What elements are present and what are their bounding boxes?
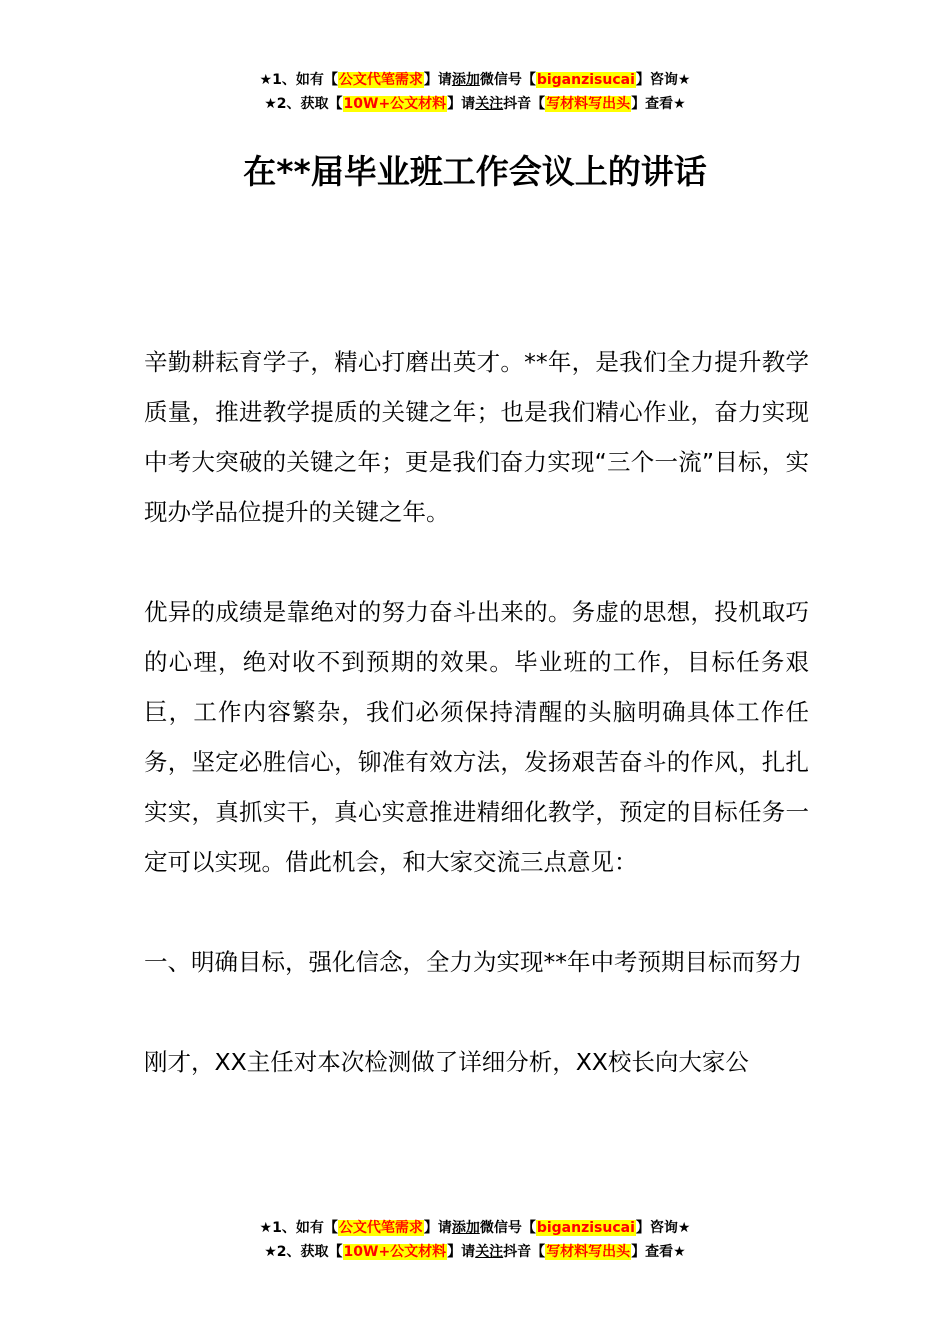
highlight-douyin-id: 写材料写出头 [546, 1244, 631, 1260]
banner-text: 】请 [447, 96, 476, 112]
banner-text: 】查看★ [631, 96, 686, 112]
highlight-service: 公文代笔需求 [338, 1220, 423, 1236]
banner-text: 】请 [423, 1220, 452, 1236]
paragraph-1: 辛勤耕耘育学子，精心打磨出英才。**年，是我们全力提升教学质量，推进教学提质的关键之年；也是我们精心作业，奋力实现中考大突破的关键之年；更是我们奋力实现“三个一流”目标，实现办学品位提升的关键之年。 [144, 348, 809, 526]
paragraph-2: 优异的成绩是靠绝对的努力奋斗出来的。务虚的思想，投机取巧的心理，绝对收不到预期的效果。毕业班的工作，目标任务艰巨，工作内容繁杂，我们必须保持清醒的头脑明确具体工作任务，坚定必胜信心，铆准有效方法，发扬艰苦奋斗的作风，扎扎实实，真抓实干，真心实意推进精细化教学，预定的目标任务一定可以实现。借此机会，和大家交流三点意见： [144, 598, 809, 876]
section-heading-1: 一、明确目标，强化信念，全力为实现**年中考预期目标而努力 [144, 948, 802, 976]
highlight-materials: 10W+公文材料 [343, 96, 447, 112]
banner-line-2 [0, 92, 950, 116]
banner-text: ★1、如有【 [259, 1220, 338, 1236]
underlined-text: 关注 [475, 1244, 504, 1260]
highlight-douyin-id: 写材料写出头 [546, 96, 631, 112]
underlined-text: 添加 [451, 1220, 480, 1236]
highlight-wechat-id: biganzisucai [536, 72, 635, 88]
banner-text: ★1、如有【 [259, 72, 338, 88]
banner-line-2 [0, 1240, 950, 1264]
banner-text: 】咨询★ [635, 1220, 691, 1236]
banner-text: 微信号【 [479, 1220, 536, 1236]
banner-text: 】查看★ [631, 1244, 686, 1260]
underlined-text: 添加 [451, 72, 480, 88]
document-title: 在**届毕业班工作会议上的讲话 [243, 152, 707, 191]
banner-line-1 [0, 1216, 950, 1240]
banner-text: 】咨询★ [635, 72, 691, 88]
highlight-materials: 10W+公文材料 [343, 1244, 447, 1260]
paragraph-3: 刚才，XX主任对本次检测做了详细分析，XX校长向大家公 [144, 1048, 749, 1076]
footer-banner [0, 1216, 950, 1264]
banner-text: ★2、获取【 [264, 1244, 343, 1260]
banner-text: 抖音【 [503, 96, 546, 112]
banner-text: ★2、获取【 [264, 96, 343, 112]
banner-text: 抖音【 [503, 1244, 546, 1260]
highlight-wechat-id: biganzisucai [536, 1220, 635, 1236]
header-banner [0, 68, 950, 116]
document-body [144, 337, 809, 1137]
banner-line-1 [0, 68, 950, 92]
underlined-text: 关注 [475, 96, 504, 112]
highlight-service: 公文代笔需求 [338, 72, 423, 88]
banner-text: 】请 [447, 1244, 476, 1260]
banner-text: 】请 [423, 72, 452, 88]
banner-text: 微信号【 [479, 72, 536, 88]
